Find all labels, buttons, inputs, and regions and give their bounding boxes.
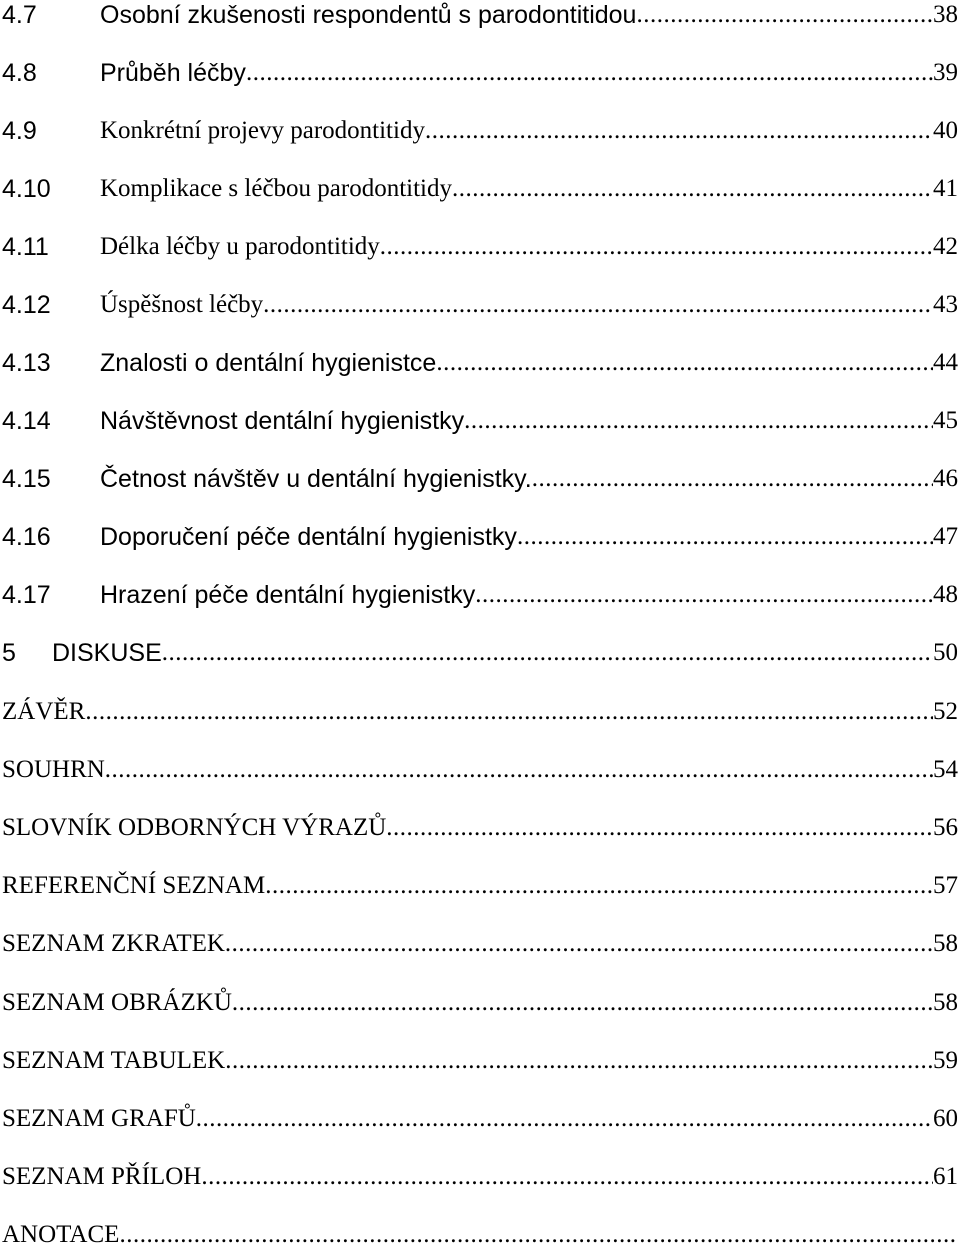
toc-leader-dots [464,401,933,441]
toc-entry-page: 41 [933,175,958,202]
toc-entry[interactable] [0,401,960,441]
toc-entry-number: 4.13 [2,349,51,377]
toc-entry[interactable] [0,0,960,35]
toc-entry-page: 61 [933,1163,958,1190]
toc-entry-page: 40 [933,117,958,144]
toc-entry-title: SEZNAM TABULEK [2,1047,226,1074]
toc-entry-title: Délka léčby u parodontitidy [100,233,380,260]
toc-entry[interactable] [0,575,960,615]
toc-entry[interactable] [0,53,960,93]
toc-entry-title: Návštěvnost dentální hygienistky [100,407,465,435]
toc-entry[interactable] [0,343,960,383]
toc-leader-dots [225,1041,933,1081]
toc-leader-dots [532,459,933,499]
toc-leader-dots [201,1157,933,1197]
toc-entry-page: 46 [933,465,958,492]
toc-entry-title: SEZNAM OBRÁZKŮ [2,989,232,1016]
toc-entry-title: DISKUSE [52,639,162,667]
toc-entry-page: 56 [933,814,958,841]
toc-entry-number: 4.11 [2,233,49,261]
toc-entry-number: 4.12 [2,291,51,319]
toc-entry-number: 5 [2,639,16,667]
toc-entry[interactable] [0,866,960,906]
toc-entry[interactable] [0,924,960,964]
toc-entry-page: 57 [933,872,958,899]
toc-entry[interactable] [0,1157,960,1197]
toc-entry[interactable] [0,1099,960,1139]
toc-entry-page: 60 [933,1105,958,1132]
toc-entry-title: Doporučení péče dentální hygienistky [100,523,517,551]
toc-entry-title: SOUHRN [2,756,105,783]
toc-leader-dots [380,227,933,267]
toc-entry[interactable] [0,1041,960,1081]
toc-leader-dots [452,169,933,209]
toc-entry-number: 4.16 [2,523,51,551]
toc-leader-dots [232,983,933,1023]
toc-entry-number: 4.15 [2,465,51,493]
toc-entry[interactable] [0,227,960,267]
toc-leader-dots [263,285,933,325]
toc-entry-title: Komplikace s léčbou parodontitidy [100,175,453,202]
toc-leader-dots [475,575,933,615]
toc-leader-dots [162,633,933,673]
toc-entry-page: 52 [933,698,958,725]
toc-leader-dots [119,1215,958,1255]
toc-entry-number: 4.10 [2,175,51,203]
toc-entry-title: Konkrétní projevy parodontitidy [100,117,425,144]
toc-leader-dots [386,808,933,848]
toc-entry-number: 4.9 [2,117,37,145]
toc-entry-page: 58 [933,930,958,957]
toc-leader-dots [436,343,933,383]
toc-entry-title: Úspěšnost léčby [100,291,264,318]
toc-entry[interactable] [0,169,960,209]
toc-entry-title: Osobní zkušenosti respondentů s parodontitidou [100,1,637,29]
toc-entry-page: 54 [933,756,958,783]
toc-entry-title: Četnost návštěv u dentální hygienistky. [100,465,532,493]
toc-leader-dots [85,692,933,732]
toc-entry[interactable] [0,517,960,557]
toc-entry[interactable] [0,459,960,499]
toc-leader-dots [636,0,933,35]
toc-entry[interactable] [0,633,960,673]
toc-entry[interactable] [0,285,960,325]
toc-entry-title: Hrazení péče dentální hygienistky [100,581,476,609]
toc-leader-dots [517,517,933,557]
toc-entry-page: 42 [933,233,958,260]
toc-entry[interactable] [0,750,960,790]
toc-entry-title: ANOTACE [2,1221,120,1248]
toc-entry-number: 4.8 [2,59,37,87]
toc-entry-page: 38 [933,1,958,28]
toc-entry-page: 44 [933,349,958,376]
toc-entry-title: SLOVNÍK ODBORNÝCH VÝRAZŮ [2,814,387,841]
toc-entry-page: 58 [933,989,958,1016]
toc-entry[interactable] [0,808,960,848]
toc-leader-dots [105,750,933,790]
toc-entry-title: SEZNAM ZKRATEK [2,930,225,957]
toc-entry-title: ZÁVĚR [2,698,86,725]
toc-entry-page: 50 [933,639,958,666]
toc-entry[interactable] [0,1215,960,1255]
toc-entry-page: 39 [933,59,958,86]
toc-leader-dots [425,111,933,151]
toc-entry[interactable] [0,692,960,732]
toc-entry-page: 48 [933,581,958,608]
toc-entry-title: Znalosti o dentální hygienistce [100,349,437,377]
toc-entry-number: 4.14 [2,407,51,435]
toc-entry-page: 45 [933,407,958,434]
toc-entry-title: REFERENČNÍ SEZNAM [2,872,266,899]
toc-entry-page: 43 [933,291,958,318]
toc-entry-title: SEZNAM PŘÍLOH [2,1163,202,1190]
toc-leader-dots [265,866,933,906]
toc-entry[interactable] [0,111,960,151]
toc-entry-title: SEZNAM GRAFŮ [2,1105,196,1132]
toc-leader-dots [196,1099,933,1139]
toc-entry[interactable] [0,983,960,1023]
toc-entry-page: 47 [933,523,958,550]
toc-entry-page: 59 [933,1047,958,1074]
toc-entry-number: 4.17 [2,581,51,609]
toc-leader-dots [246,53,933,93]
toc-leader-dots [225,924,933,964]
toc-entry-number: 4.7 [2,1,37,29]
toc-entry-title: Průběh léčby [100,59,246,87]
